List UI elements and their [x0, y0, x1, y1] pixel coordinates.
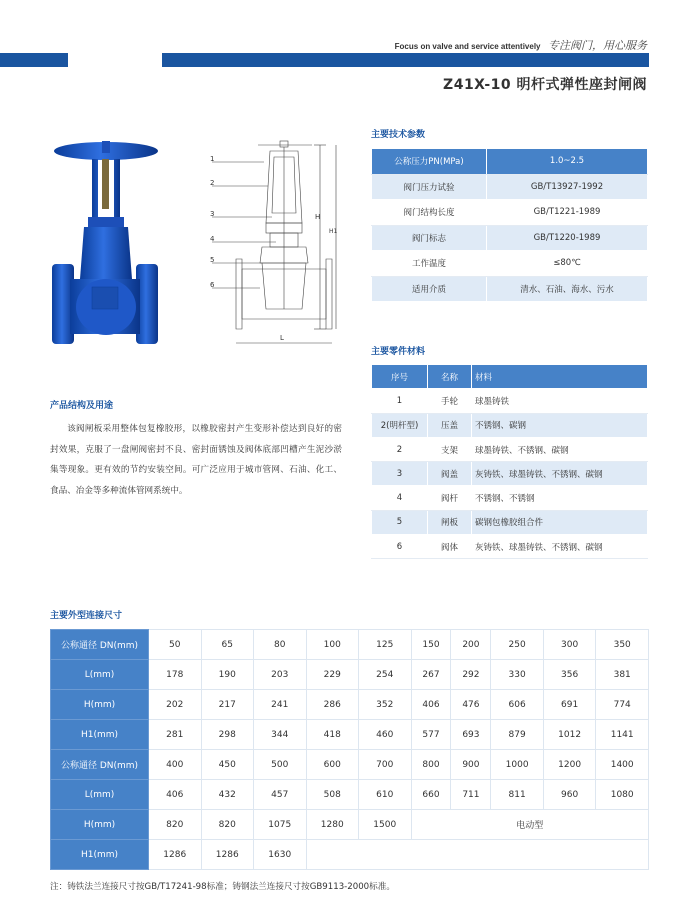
dims-cell: 774 [596, 690, 649, 720]
dims-cell: 80 [254, 630, 307, 660]
parts-table [371, 364, 648, 559]
dims-label: H1(mm) [51, 840, 149, 870]
parts-row [372, 413, 648, 437]
dims-cell: 1400 [596, 750, 649, 780]
parts-no: 2(明杆型) [372, 413, 428, 437]
parts-no: 4 [372, 486, 428, 510]
dims-cell: 600 [306, 750, 359, 780]
header-band-left [0, 53, 68, 67]
specs-value: GB/T13927-1992 [487, 174, 648, 200]
parts-name: 手轮 [428, 389, 472, 413]
drawing-label-h1: H1 [329, 228, 338, 235]
parts-material: 不锈钢、碳钢 [472, 413, 648, 437]
parts-no: 6 [372, 535, 428, 559]
dims-cell: 350 [596, 630, 649, 660]
valve-drawing [202, 133, 342, 355]
parts-material: 不锈钢、不锈钢 [472, 486, 648, 510]
parts-name: 支架 [428, 437, 472, 461]
dims-cell: 691 [543, 690, 596, 720]
dims-cell: 406 [149, 780, 202, 810]
specs-value: 清水、石油、海水、污水 [487, 276, 648, 302]
specs-table [371, 148, 648, 302]
dims-cell: 300 [543, 630, 596, 660]
dims-cell: 811 [491, 780, 544, 810]
parts-no: 2 [372, 437, 428, 461]
parts-row [372, 389, 648, 413]
dims-cell: 476 [451, 690, 491, 720]
dims-cell: 203 [254, 660, 307, 690]
dims-cell: 1075 [254, 810, 307, 840]
specs-heading: 主要技术参数 [371, 130, 426, 140]
valve-photo [48, 139, 158, 371]
dims-cell: 254 [359, 660, 412, 690]
dims-merged-cell: 电动型 [411, 810, 649, 840]
specs-value: ≤80℃ [487, 251, 648, 277]
page-title: Z41X-10 明杆式弹性座封闸阀 [443, 77, 647, 93]
dims-label: H1(mm) [51, 720, 149, 750]
specs-key: 阀门压力试验 [372, 174, 487, 200]
drawing-label-1: 1 [210, 155, 215, 163]
dims-row [51, 690, 649, 720]
dims-cell: 711 [451, 780, 491, 810]
dims-cell: 700 [359, 750, 412, 780]
parts-no: 1 [372, 389, 428, 413]
specs-row [372, 276, 648, 302]
dims-cell: 450 [201, 750, 254, 780]
specs-key: 公称压力PN(MPa) [372, 149, 487, 175]
dims-cell: 1286 [149, 840, 202, 870]
dims-row [51, 840, 649, 870]
dims-row [51, 810, 649, 840]
dims-cell: 190 [201, 660, 254, 690]
dims-cell: 1200 [543, 750, 596, 780]
parts-name: 压盖 [428, 413, 472, 437]
dims-cell: 100 [306, 630, 359, 660]
drawing-label-4: 4 [210, 235, 215, 243]
specs-key: 阀门结构长度 [372, 200, 487, 226]
dims-cell: 606 [491, 690, 544, 720]
dims-cell: 406 [411, 690, 451, 720]
parts-row [372, 486, 648, 510]
tagline-english: Focus on valve and service attentively [394, 42, 541, 51]
parts-material: 球墨铸铁 [472, 389, 648, 413]
parts-material: 灰铸铁、球墨铸铁、不锈钢、碳钢 [472, 535, 648, 559]
drawing-label-5: 5 [210, 256, 215, 264]
specs-row [372, 200, 648, 226]
dims-label: L(mm) [51, 660, 149, 690]
parts-no: 5 [372, 510, 428, 534]
dims-cell: 229 [306, 660, 359, 690]
tagline-chinese: 专注阀门，用心服务 [548, 39, 647, 52]
dims-label: 公称通径 DN(mm) [51, 630, 149, 660]
specs-key: 适用介质 [372, 276, 487, 302]
tagline [395, 37, 647, 53]
drawing-label-2: 2 [210, 179, 215, 187]
drawing-label-l: L [280, 334, 284, 342]
dims-cell: 879 [491, 720, 544, 750]
dims-cell: 1286 [201, 840, 254, 870]
dims-cell: 820 [149, 810, 202, 840]
dims-cell: 292 [451, 660, 491, 690]
dims-cell: 125 [359, 630, 412, 660]
dims-row [51, 750, 649, 780]
dims-cell: 1141 [596, 720, 649, 750]
footnote: 注：铸铁法兰连接尺寸按GB/T17241-98标准；铸钢法兰连接尺寸按GB9113-2000标准。 [50, 882, 395, 892]
parts-name: 阀盖 [428, 462, 472, 486]
specs-key: 工作温度 [372, 251, 487, 277]
dims-cell: 500 [254, 750, 307, 780]
dims-label: H(mm) [51, 810, 149, 840]
dims-cell: 267 [411, 660, 451, 690]
parts-name: 阀杆 [428, 486, 472, 510]
dims-cell: 178 [149, 660, 202, 690]
dims-label: 公称通径 DN(mm) [51, 750, 149, 780]
specs-row [372, 149, 648, 175]
specs-row [372, 225, 648, 251]
drawing-label-h: H [315, 213, 321, 221]
dims-cell: 352 [359, 690, 412, 720]
dims-cell: 432 [201, 780, 254, 810]
dims-cell: 286 [306, 690, 359, 720]
dims-cell: 381 [596, 660, 649, 690]
dims-table [50, 629, 649, 870]
dims-cell: 1630 [254, 840, 307, 870]
dims-cell: 508 [306, 780, 359, 810]
parts-material: 球墨铸铁、不锈钢、碳钢 [472, 437, 648, 461]
dims-cell: 960 [543, 780, 596, 810]
dims-cell: 400 [149, 750, 202, 780]
parts-name: 阀体 [428, 535, 472, 559]
drawing-label-6: 6 [210, 281, 215, 289]
dims-cell: 460 [359, 720, 412, 750]
dims-row [51, 630, 649, 660]
dims-cell: 344 [254, 720, 307, 750]
product-description: 该阀闸板采用整体包复橡胶形，以橡胶密封产生变形补偿达到良好的密封效果，克服了一盘闸阀密封不良、密封面锈蚀及阀体底部凹槽产生泥沙淤集等现象。更有效的节约安装空间。可广泛应用于城市管网、石油、化工、食品、冶金等多种流体管网系统中。 [50, 424, 342, 496]
dims-cell: 1500 [359, 810, 412, 840]
parts-header-no: 序号 [372, 365, 428, 389]
dims-cell: 200 [451, 630, 491, 660]
dims-row [51, 720, 649, 750]
dims-row [51, 780, 649, 810]
parts-heading: 主要零件材料 [371, 347, 426, 357]
dims-cell: 457 [254, 780, 307, 810]
specs-value: GB/T1221-1989 [487, 200, 648, 226]
specs-row [372, 251, 648, 277]
dims-cell: 202 [149, 690, 202, 720]
header-band-right [162, 53, 649, 67]
parts-name: 闸板 [428, 510, 472, 534]
dims-empty-cell [306, 840, 649, 870]
dims-cell: 660 [411, 780, 451, 810]
dims-cell: 356 [543, 660, 596, 690]
dims-cell: 900 [451, 750, 491, 780]
dims-row [51, 660, 649, 690]
dims-cell: 217 [201, 690, 254, 720]
product-heading: 产品结构及用途 [50, 401, 114, 411]
dims-cell: 800 [411, 750, 451, 780]
dims-cell: 1000 [491, 750, 544, 780]
dims-cell: 693 [451, 720, 491, 750]
parts-material: 灰铸铁、球墨铸铁、不锈钢、碳钢 [472, 462, 648, 486]
parts-row [372, 437, 648, 461]
drawing-label-3: 3 [210, 210, 215, 218]
specs-value: GB/T1220-1989 [487, 225, 648, 251]
dims-cell: 241 [254, 690, 307, 720]
parts-material: 碳钢包橡胶组合件 [472, 510, 648, 534]
dims-cell: 330 [491, 660, 544, 690]
dims-cell: 65 [201, 630, 254, 660]
dims-cell: 1012 [543, 720, 596, 750]
parts-row [372, 510, 648, 534]
parts-row [372, 462, 648, 486]
specs-row [372, 174, 648, 200]
dims-heading: 主要外型连接尺寸 [50, 611, 123, 621]
dims-cell: 577 [411, 720, 451, 750]
dims-cell: 820 [201, 810, 254, 840]
parts-no: 3 [372, 462, 428, 486]
dims-cell: 250 [491, 630, 544, 660]
dims-label: H(mm) [51, 690, 149, 720]
dims-cell: 281 [149, 720, 202, 750]
dims-cell: 1280 [306, 810, 359, 840]
parts-header-material: 材料 [472, 365, 648, 389]
dims-cell: 1080 [596, 780, 649, 810]
parts-header-name: 名称 [428, 365, 472, 389]
parts-row [372, 535, 648, 559]
dims-cell: 298 [201, 720, 254, 750]
dims-cell: 418 [306, 720, 359, 750]
specs-value: 1.0~2.5 [487, 149, 648, 175]
dims-cell: 150 [411, 630, 451, 660]
dims-cell: 610 [359, 780, 412, 810]
specs-key: 阀门标志 [372, 225, 487, 251]
dims-cell: 50 [149, 630, 202, 660]
dims-label: L(mm) [51, 780, 149, 810]
